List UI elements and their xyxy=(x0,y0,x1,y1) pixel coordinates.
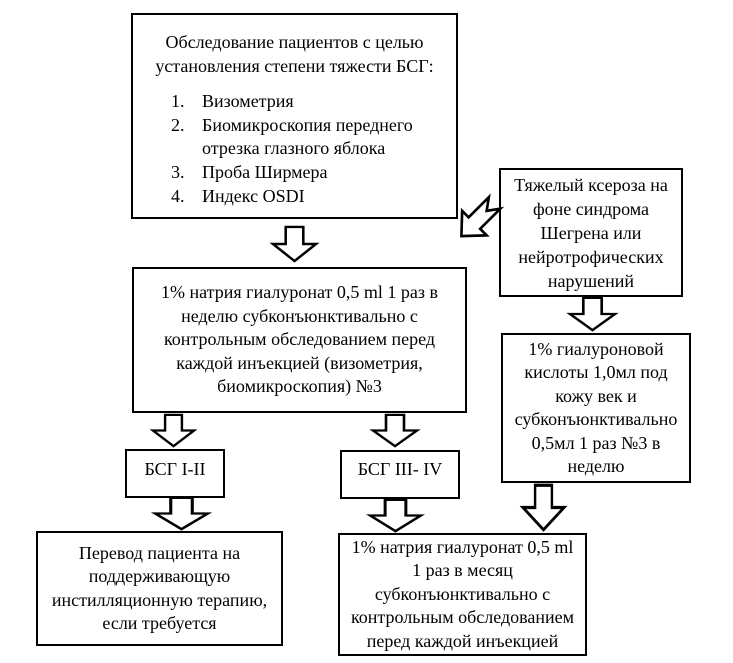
arrow-diagonal-exam-to-severe-icon xyxy=(452,193,504,246)
monthly-injection-text: 1% натрия гиалуронат 0,5 ml 1 раз в месяц субконъюнктивально с контрольным обследованием перед каждой инъекцией xyxy=(350,536,575,651)
box-bsg-1-2 xyxy=(125,449,225,498)
list-item-number: 3. xyxy=(171,162,185,183)
box-severe-treatment xyxy=(501,333,691,483)
block-arrow-shape xyxy=(523,485,564,530)
arrow-down-weekly-to-bsg12-icon xyxy=(152,414,195,447)
box-severe-xerosis xyxy=(499,168,683,297)
block-arrow-shape xyxy=(153,415,194,446)
examination-list xyxy=(133,90,456,209)
box-weekly-injection xyxy=(132,267,467,413)
box-examination xyxy=(131,13,458,219)
arrow-down-weekly-to-bsg34-icon xyxy=(372,414,418,447)
list-item-number: 2. xyxy=(171,114,185,135)
arrow-down-treatment-to-monthly-icon xyxy=(522,484,565,531)
arrow-down-bsg12-to-maintenance-icon xyxy=(154,497,209,530)
list-item xyxy=(171,114,456,161)
list-item-text: Визометрия xyxy=(202,91,294,111)
list-item-text: Биомикроскопия переднего отрезка глазного яблока xyxy=(202,114,413,159)
block-arrow-shape xyxy=(273,227,316,261)
box-bsg-3-4 xyxy=(340,450,460,499)
list-item-text: Проба Ширмера xyxy=(202,162,328,183)
list-item xyxy=(171,161,456,185)
bsg-1-2-label: БСГ I-II xyxy=(144,459,206,479)
examination-title-line2: установления степени тяжести БСГ: xyxy=(155,55,434,76)
box-maintenance-therapy xyxy=(36,531,283,646)
list-item xyxy=(171,185,456,209)
block-arrow-shape xyxy=(373,415,417,446)
list-item xyxy=(171,90,456,114)
block-arrow-shape xyxy=(570,298,615,330)
box-monthly-injection xyxy=(338,533,587,656)
bsg-3-4-label: БСГ III- IV xyxy=(357,459,443,479)
list-item-number: 4. xyxy=(171,185,185,206)
examination-title-line1: Обследование пациентов с целью xyxy=(165,32,424,52)
weekly-injection-text: 1% натрия гиалуронат 0,5 ml 1 раз в неделю субконъюнктивально с контрольным обследованием перед каждой инъекцией (визометрия, биомикроскопия) №3 xyxy=(161,282,438,397)
block-arrow-shape xyxy=(370,500,421,531)
notched-arrow-shape xyxy=(449,191,507,249)
arrow-down-severe-to-treatment-icon xyxy=(569,297,616,331)
list-item-text: Индекс OSDI xyxy=(202,185,305,206)
arrow-down-bsg34-to-monthly-icon xyxy=(369,499,422,532)
severe-treatment-text: 1% гиалуроновой кислоты 1,0мл под кожу век и субконъюнктивально 0,5мл 1 раз №3 в неделю xyxy=(514,338,678,476)
severe-xerosis-text: Тяжелый ксероза на фоне синдрома Шегрена или нейротрофических нарушений xyxy=(514,174,668,291)
list-item-number: 1. xyxy=(171,91,185,111)
maintenance-therapy-text: Перевод пациента на поддерживающую инстилляционную терапию, если требуется xyxy=(51,542,268,633)
block-arrow-shape xyxy=(155,498,208,529)
arrow-down-exam-to-weekly-icon xyxy=(272,226,317,262)
